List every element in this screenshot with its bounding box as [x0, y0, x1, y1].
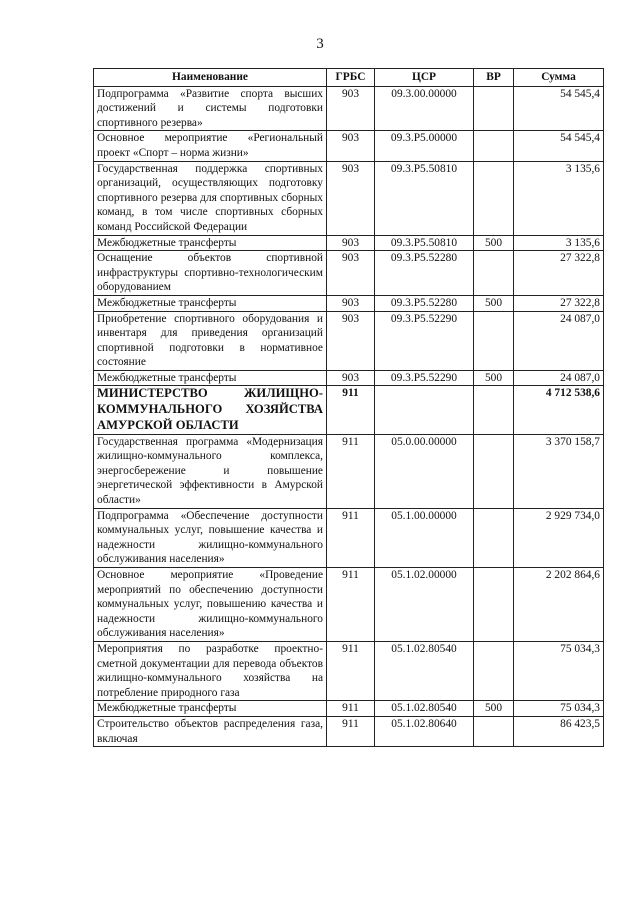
cell-sum: 54 545,4 [514, 131, 604, 161]
table-row [94, 568, 604, 642]
table-row [94, 434, 604, 508]
cell-vr [474, 641, 514, 700]
cell-vr [474, 131, 514, 161]
table-row [94, 235, 604, 251]
cell-csr: 05.0.00.00000 [375, 434, 474, 508]
header-name: Наименование [94, 69, 327, 87]
cell-vr [474, 86, 514, 131]
table-row [94, 251, 604, 296]
table-row [94, 370, 604, 386]
cell-vr [474, 716, 514, 746]
cell-csr: 05.1.00.00000 [375, 508, 474, 567]
table-row [94, 295, 604, 311]
cell-name: Государственная поддержка спортивных организаций, осуществляющих подготовку спортивного резерва для спортивных сборных команд, в том числе спортивных сборных команд Российской Федерации [94, 161, 327, 235]
cell-grbs: 903 [327, 370, 375, 386]
cell-csr: 09.3.Р5.52280 [375, 251, 474, 296]
cell-name: МИНИСТЕРСТВО ЖИЛИЩНО-КОММУНАЛЬНОГО ХОЗЯЙСТВА АМУРСКОЙ ОБЛАСТИ [94, 386, 327, 434]
cell-grbs: 903 [327, 311, 375, 370]
cell-grbs: 911 [327, 386, 375, 434]
cell-vr [474, 508, 514, 567]
table-row [94, 701, 604, 717]
table-header-row [94, 69, 604, 87]
cell-grbs: 903 [327, 235, 375, 251]
cell-grbs: 903 [327, 161, 375, 235]
cell-csr: 09.3.Р5.52280 [375, 295, 474, 311]
cell-grbs: 911 [327, 701, 375, 717]
cell-vr [474, 161, 514, 235]
cell-name: Межбюджетные трансферты [94, 235, 327, 251]
cell-sum: 2 202 864,6 [514, 568, 604, 642]
header-csr: ЦСР [375, 69, 474, 87]
cell-sum: 27 322,8 [514, 251, 604, 296]
cell-sum: 2 929 734,0 [514, 508, 604, 567]
header-grbs: ГРБС [327, 69, 375, 87]
cell-grbs: 911 [327, 508, 375, 567]
table-row [94, 131, 604, 161]
cell-csr: 09.3.Р5.52290 [375, 311, 474, 370]
table-row-ministry [94, 386, 604, 434]
cell-sum: 54 545,4 [514, 86, 604, 131]
cell-csr: 05.1.02.80640 [375, 716, 474, 746]
cell-vr [474, 251, 514, 296]
cell-sum: 24 087,0 [514, 370, 604, 386]
table-row [94, 86, 604, 131]
cell-sum: 3 370 158,7 [514, 434, 604, 508]
cell-vr: 500 [474, 295, 514, 311]
cell-csr [375, 386, 474, 434]
cell-sum: 3 135,6 [514, 161, 604, 235]
table-row [94, 716, 604, 746]
cell-vr [474, 568, 514, 642]
cell-name: Межбюджетные трансферты [94, 701, 327, 717]
cell-vr: 500 [474, 701, 514, 717]
cell-sum: 24 087,0 [514, 311, 604, 370]
cell-vr [474, 386, 514, 434]
cell-name: Подпрограмма «Обеспечение доступности коммунальных услуг, повышение качества и надежности жилищно-коммунального обслуживания населения» [94, 508, 327, 567]
cell-vr [474, 311, 514, 370]
cell-sum: 75 034,3 [514, 641, 604, 700]
cell-sum: 3 135,6 [514, 235, 604, 251]
cell-grbs: 903 [327, 86, 375, 131]
cell-name: Приобретение спортивного оборудования и инвентаря для приведения организаций спортивной подготовки в нормативное состояние [94, 311, 327, 370]
cell-vr [474, 434, 514, 508]
cell-csr: 09.3.Р5.00000 [375, 131, 474, 161]
cell-grbs: 903 [327, 131, 375, 161]
cell-grbs: 903 [327, 295, 375, 311]
cell-csr: 05.1.02.80540 [375, 641, 474, 700]
cell-grbs: 911 [327, 716, 375, 746]
cell-name: Оснащение объектов спортивной инфраструктуры спортивно-технологическим оборудованием [94, 251, 327, 296]
cell-name: Основное мероприятие «Региональный проект «Спорт – норма жизни» [94, 131, 327, 161]
page-number: 3 [316, 36, 324, 52]
cell-name: Государственная программа «Модернизация жилищно-коммунального комплекса, энергосбережение и повышение энергетической эффективности в Амурской области» [94, 434, 327, 508]
cell-grbs: 911 [327, 641, 375, 700]
header-vr: ВР [474, 69, 514, 87]
cell-csr: 05.1.02.00000 [375, 568, 474, 642]
table-row [94, 508, 604, 567]
cell-grbs: 911 [327, 434, 375, 508]
cell-name: Межбюджетные трансферты [94, 295, 327, 311]
cell-csr: 09.3.Р5.52290 [375, 370, 474, 386]
table-row [94, 311, 604, 370]
budget-table [93, 68, 604, 747]
header-sum: Сумма [514, 69, 604, 87]
cell-csr: 05.1.02.80540 [375, 701, 474, 717]
table-row [94, 641, 604, 700]
cell-name: Подпрограмма «Развитие спорта высших достижений и системы подготовки спортивного резерва» [94, 86, 327, 131]
cell-sum: 4 712 538,6 [514, 386, 604, 434]
cell-grbs: 903 [327, 251, 375, 296]
cell-vr: 500 [474, 370, 514, 386]
table-row [94, 161, 604, 235]
cell-vr: 500 [474, 235, 514, 251]
cell-csr: 09.3.Р5.50810 [375, 161, 474, 235]
cell-name: Мероприятия по разработке проектно-сметной документации для перевода объектов жилищно-коммунального хозяйства на потребление природного газа [94, 641, 327, 700]
cell-sum: 27 322,8 [514, 295, 604, 311]
cell-sum: 75 034,3 [514, 701, 604, 717]
cell-name: Основное мероприятие «Проведение мероприятий по обеспечению доступности коммунальных услуг, повышению качества и надежности жилищно-коммунального обслуживания населения» [94, 568, 327, 642]
cell-sum: 86 423,5 [514, 716, 604, 746]
cell-name: Межбюджетные трансферты [94, 370, 327, 386]
cell-name: Строительство объектов распределения газа, включая [94, 716, 327, 746]
cell-grbs: 911 [327, 568, 375, 642]
cell-csr: 09.3.00.00000 [375, 86, 474, 131]
cell-csr: 09.3.Р5.50810 [375, 235, 474, 251]
